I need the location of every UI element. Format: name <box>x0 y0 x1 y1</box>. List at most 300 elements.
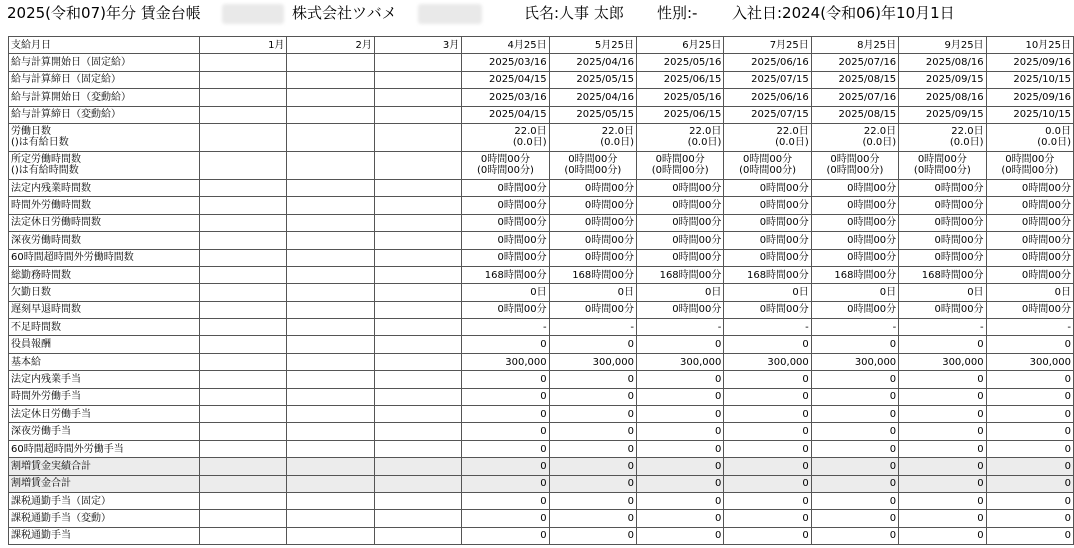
row-label: 不足時間数 <box>9 319 200 336</box>
row-label: 法定内残業手当 <box>9 371 200 388</box>
table-cell: 0 <box>637 406 724 423</box>
cell-value: 22.0日 <box>951 126 984 138</box>
table-row <box>9 371 1074 388</box>
table-cell: - <box>811 319 898 336</box>
table-cell <box>287 54 374 71</box>
table-cell <box>374 406 461 423</box>
table-cell: 0日 <box>811 284 898 301</box>
table-cell: 0 <box>637 510 724 527</box>
row-label: 課税通勤手当（固定） <box>9 492 200 509</box>
table-cell <box>287 475 374 492</box>
table-cell <box>637 151 724 179</box>
table-cell: 0時間00分 <box>899 214 986 231</box>
table-cell <box>374 475 461 492</box>
table-cell: 0時間00分 <box>462 301 549 318</box>
table-cell <box>637 123 724 151</box>
table-cell: 2025/07/16 <box>811 54 898 71</box>
table-cell: 0時間00分 <box>899 179 986 196</box>
table-row <box>9 353 1074 370</box>
table-cell <box>200 249 287 266</box>
table-cell <box>374 371 461 388</box>
table-cell: 0 <box>724 371 811 388</box>
table-row <box>9 406 1074 423</box>
company-name: 株式会社ツバメ <box>292 4 397 22</box>
row-label: 60時間超時間外労働手当 <box>9 440 200 457</box>
column-header-month: 9月25日 <box>899 37 986 54</box>
table-cell <box>287 197 374 214</box>
table-cell: 0時間00分 <box>724 214 811 231</box>
table-cell: 0 <box>899 371 986 388</box>
table-row <box>9 423 1074 440</box>
table-row <box>9 510 1074 527</box>
table-cell <box>200 54 287 71</box>
table-row <box>9 266 1074 283</box>
table-cell <box>287 353 374 370</box>
cell-subvalue: (0.0日) <box>1037 137 1071 149</box>
table-cell: 0 <box>637 458 724 475</box>
cell-subvalue: (0.0日) <box>687 137 722 149</box>
table-row <box>9 301 1074 318</box>
table-cell: 2025/05/15 <box>549 106 636 123</box>
table-cell: 0 <box>724 475 811 492</box>
wage-ledger-table <box>8 36 1074 545</box>
table-row <box>9 336 1074 353</box>
table-cell <box>287 71 374 88</box>
table-cell: 0時間00分 <box>899 232 986 249</box>
table-cell: 0 <box>811 510 898 527</box>
table-cell: 0 <box>549 336 636 353</box>
table-cell <box>287 284 374 301</box>
redacted-block <box>418 4 482 24</box>
table-cell: 0 <box>637 371 724 388</box>
table-cell: 0 <box>899 406 986 423</box>
table-cell: 0 <box>986 458 1073 475</box>
table-cell <box>200 151 287 179</box>
table-cell: 0 <box>986 423 1073 440</box>
table-cell: 0 <box>986 440 1073 457</box>
table-cell: 300,000 <box>462 353 549 370</box>
table-cell: 0時間00分 <box>549 214 636 231</box>
cell-subvalue: (0時間00分) <box>651 165 709 177</box>
table-cell <box>374 492 461 509</box>
table-cell: 0 <box>899 458 986 475</box>
table-cell <box>811 151 898 179</box>
table-cell: 0 <box>724 492 811 509</box>
row-label: 給与計算締日（固定給） <box>9 71 200 88</box>
table-cell: 0 <box>986 336 1073 353</box>
row-label: 課税通勤手当 <box>9 527 200 544</box>
row-label: 法定内残業時間数 <box>9 179 200 196</box>
table-cell <box>374 54 461 71</box>
table-cell: 0日 <box>899 284 986 301</box>
table-cell: 168時間00分 <box>637 266 724 283</box>
table-cell <box>287 249 374 266</box>
column-header-month: 7月25日 <box>724 37 811 54</box>
table-cell <box>200 423 287 440</box>
table-cell: 0 <box>724 527 811 544</box>
table-cell: 0時間00分 <box>549 197 636 214</box>
table-cell: 0時間00分 <box>811 232 898 249</box>
table-cell <box>200 179 287 196</box>
table-cell: 168時間00分 <box>462 266 549 283</box>
cell-subvalue: (0時間00分) <box>564 165 622 177</box>
table-cell: 0時間00分 <box>549 249 636 266</box>
table-cell: 0 <box>637 336 724 353</box>
table-cell: 0日 <box>986 284 1073 301</box>
table-row <box>9 388 1074 405</box>
row-label: 割増賃金合計 <box>9 475 200 492</box>
document-title: 2025(令和07)年分 賃金台帳 <box>7 4 201 22</box>
table-cell: 2025/08/15 <box>811 106 898 123</box>
table-cell: 0 <box>549 423 636 440</box>
table-cell <box>374 353 461 370</box>
table-cell <box>287 388 374 405</box>
table-cell: 2025/03/16 <box>462 89 549 106</box>
cell-value: 22.0日 <box>689 126 722 138</box>
table-cell <box>200 106 287 123</box>
row-label-note: ()は有給時間数 <box>11 165 79 177</box>
table-cell: 0 <box>811 406 898 423</box>
table-cell <box>200 527 287 544</box>
table-cell: 300,000 <box>811 353 898 370</box>
table-cell: 0時間00分 <box>637 214 724 231</box>
table-cell <box>374 89 461 106</box>
table-cell: 0時間00分 <box>637 232 724 249</box>
table-cell <box>200 510 287 527</box>
cell-subvalue: (0.0日) <box>862 137 897 149</box>
table-cell: 0時間00分 <box>637 197 724 214</box>
table-cell: 2025/04/15 <box>462 71 549 88</box>
table-row <box>9 492 1074 509</box>
table-cell <box>200 492 287 509</box>
table-cell: 0 <box>811 388 898 405</box>
table-row <box>9 197 1074 214</box>
table-cell: 2025/04/15 <box>462 106 549 123</box>
table-cell: 0 <box>462 371 549 388</box>
table-cell <box>549 123 636 151</box>
table-cell: 2025/06/16 <box>724 54 811 71</box>
table-cell: 0 <box>986 371 1073 388</box>
table-cell <box>899 123 986 151</box>
table-cell: 2025/08/15 <box>811 71 898 88</box>
table-row <box>9 123 1074 151</box>
table-cell: 0 <box>549 440 636 457</box>
table-cell: 0 <box>899 492 986 509</box>
table-cell: 2025/04/16 <box>549 89 636 106</box>
table-cell <box>287 458 374 475</box>
table-cell: 0 <box>549 475 636 492</box>
table-cell: 0 <box>462 440 549 457</box>
table-cell <box>200 284 287 301</box>
row-label: 基本給 <box>9 353 200 370</box>
table-cell: 0時間00分 <box>986 249 1073 266</box>
table-cell: 2025/06/16 <box>724 89 811 106</box>
table-cell: 0日 <box>637 284 724 301</box>
table-cell <box>287 406 374 423</box>
row-label: 時間外労働時間数 <box>9 197 200 214</box>
table-cell: 0 <box>637 388 724 405</box>
table-cell <box>200 458 287 475</box>
header-row <box>9 37 1074 54</box>
table-cell <box>200 388 287 405</box>
table-cell <box>287 266 374 283</box>
table-cell <box>200 406 287 423</box>
table-cell <box>374 284 461 301</box>
table-cell: 0 <box>637 527 724 544</box>
table-cell <box>374 301 461 318</box>
table-row <box>9 232 1074 249</box>
cell-value: 0時間00分 <box>830 154 880 166</box>
row-label: 遅刻早退時間数 <box>9 301 200 318</box>
table-cell: 2025/06/15 <box>637 71 724 88</box>
table-cell: 0 <box>637 440 724 457</box>
table-cell: 0 <box>462 475 549 492</box>
table-cell <box>287 179 374 196</box>
table-cell <box>374 249 461 266</box>
table-cell <box>374 123 461 151</box>
table-cell: 2025/06/15 <box>637 106 724 123</box>
table-cell: 0時間00分 <box>724 232 811 249</box>
column-header-month: 4月25日 <box>462 37 549 54</box>
table-cell: 0 <box>899 336 986 353</box>
cell-value: 0時間00分 <box>743 154 793 166</box>
cell-value: 22.0日 <box>776 126 809 138</box>
column-header-month: 8月25日 <box>811 37 898 54</box>
table-cell: 0 <box>462 510 549 527</box>
table-cell: 0 <box>899 388 986 405</box>
row-label: 総勤務時間数 <box>9 266 200 283</box>
table-cell: 0 <box>811 371 898 388</box>
table-cell: 0時間00分 <box>549 301 636 318</box>
table-cell <box>374 266 461 283</box>
table-cell <box>374 71 461 88</box>
table-cell: 168時間00分 <box>899 266 986 283</box>
row-label-main: 労働日数 <box>11 126 51 138</box>
table-cell: 0時間00分 <box>549 232 636 249</box>
table-row <box>9 54 1074 71</box>
table-cell: 0 <box>811 336 898 353</box>
table-cell: 0時間00分 <box>986 232 1073 249</box>
table-cell: 0時間00分 <box>724 301 811 318</box>
table-cell: 0日 <box>549 284 636 301</box>
table-cell <box>287 106 374 123</box>
row-label <box>9 151 200 179</box>
table-cell: 0 <box>986 388 1073 405</box>
table-cell <box>200 214 287 231</box>
table-cell <box>374 527 461 544</box>
table-row <box>9 249 1074 266</box>
table-cell: 0日 <box>724 284 811 301</box>
table-cell: 2025/04/16 <box>549 54 636 71</box>
row-label: 給与計算開始日（固定給） <box>9 54 200 71</box>
table-cell: 0 <box>724 336 811 353</box>
table-cell: - <box>549 319 636 336</box>
table-cell <box>287 319 374 336</box>
table-cell: 0 <box>462 406 549 423</box>
employee-name: 氏名:人事 太郎 <box>524 4 624 22</box>
table-cell: 0 <box>724 388 811 405</box>
table-cell: - <box>724 319 811 336</box>
table-cell: 0時間00分 <box>724 179 811 196</box>
table-row <box>9 71 1074 88</box>
table-cell <box>287 123 374 151</box>
redacted-block <box>222 4 284 24</box>
table-cell <box>200 475 287 492</box>
cell-value: 0時間00分 <box>655 154 705 166</box>
table-cell: 2025/10/15 <box>986 71 1073 88</box>
table-cell <box>374 151 461 179</box>
table-cell <box>374 106 461 123</box>
table-cell: 2025/07/15 <box>724 106 811 123</box>
table-cell: 0 <box>462 336 549 353</box>
table-cell <box>287 423 374 440</box>
table-cell: 0 <box>811 527 898 544</box>
row-label: 課税通勤手当（変動） <box>9 510 200 527</box>
cell-value: 0時間00分 <box>917 154 967 166</box>
row-label <box>9 123 200 151</box>
row-label: 深夜労働手当 <box>9 423 200 440</box>
table-cell <box>374 458 461 475</box>
table-cell: 0時間00分 <box>637 249 724 266</box>
table-cell: 300,000 <box>724 353 811 370</box>
gender-field: 性別:- <box>657 4 698 22</box>
table-cell: 0時間00分 <box>986 301 1073 318</box>
table-cell: 0時間00分 <box>899 197 986 214</box>
cell-subvalue: (0.0日) <box>512 137 547 149</box>
table-cell: 0時間00分 <box>462 179 549 196</box>
table-cell: 2025/03/16 <box>462 54 549 71</box>
table-cell <box>287 440 374 457</box>
table-cell: 0時間00分 <box>637 179 724 196</box>
table-cell <box>374 232 461 249</box>
table-cell <box>200 371 287 388</box>
table-cell: 0 <box>549 388 636 405</box>
table-cell: 0 <box>899 510 986 527</box>
table-cell: 0 <box>899 475 986 492</box>
row-label-note: ()は有給日数 <box>11 137 69 149</box>
table-cell <box>374 440 461 457</box>
table-cell: 300,000 <box>637 353 724 370</box>
table-cell: - <box>637 319 724 336</box>
table-cell: 0 <box>899 440 986 457</box>
table-cell <box>374 423 461 440</box>
table-cell <box>986 151 1073 179</box>
table-cell <box>200 440 287 457</box>
table-cell: 0 <box>899 423 986 440</box>
cell-value: 22.0日 <box>514 126 547 138</box>
table-cell <box>287 89 374 106</box>
table-cell: 0時間00分 <box>899 249 986 266</box>
cell-subvalue: (0.0日) <box>600 137 634 149</box>
table-cell: 0時間00分 <box>811 214 898 231</box>
column-header-month: 10月25日 <box>986 37 1073 54</box>
cell-value: 0.0日 <box>1045 126 1071 138</box>
table-cell: - <box>986 319 1073 336</box>
cell-value: 22.0日 <box>601 126 634 138</box>
hire-date: 入社日:2024(令和06)年10月1日 <box>732 4 955 22</box>
table-cell: 0 <box>549 527 636 544</box>
table-cell <box>374 336 461 353</box>
table-cell: 0 <box>811 440 898 457</box>
table-cell <box>287 232 374 249</box>
row-label: 給与計算開始日（変動給） <box>9 89 200 106</box>
table-row <box>9 151 1074 179</box>
table-cell: 0時間00分 <box>462 197 549 214</box>
table-cell <box>200 266 287 283</box>
cell-value: 22.0日 <box>863 126 897 138</box>
table-cell: 0 <box>549 510 636 527</box>
row-label: 深夜労働時間数 <box>9 232 200 249</box>
row-label: 60時間超時間外労働時間数 <box>9 249 200 266</box>
table-row <box>9 214 1074 231</box>
table-row <box>9 106 1074 123</box>
table-cell: 168時間00分 <box>549 266 636 283</box>
row-label-main: 所定労働時間数 <box>11 154 81 166</box>
table-cell: 0 <box>811 492 898 509</box>
row-label: 法定休日労働手当 <box>9 406 200 423</box>
table-cell: 0 <box>637 475 724 492</box>
table-cell: 0時間00分 <box>462 214 549 231</box>
table-cell: 0時間00分 <box>462 249 549 266</box>
table-cell: 0時間00分 <box>724 249 811 266</box>
table-cell: 2025/09/15 <box>899 71 986 88</box>
table-cell: - <box>462 319 549 336</box>
table-cell <box>724 151 811 179</box>
table-cell: 0 <box>811 475 898 492</box>
table-cell: 0時間00分 <box>986 214 1073 231</box>
table-cell <box>287 510 374 527</box>
table-cell: 0 <box>462 492 549 509</box>
table-cell: 0時間00分 <box>811 249 898 266</box>
table-cell: 0時間00分 <box>724 197 811 214</box>
cell-subvalue: (0.0日) <box>949 137 984 149</box>
row-label: 時間外労働手当 <box>9 388 200 405</box>
table-row <box>9 89 1074 106</box>
table-cell: 0 <box>986 510 1073 527</box>
column-header-month: 1月 <box>200 37 287 54</box>
table-cell: 2025/08/16 <box>899 54 986 71</box>
table-cell <box>200 319 287 336</box>
table-cell: 168時間00分 <box>724 266 811 283</box>
table-cell <box>287 336 374 353</box>
table-cell: 0 <box>986 492 1073 509</box>
table-row <box>9 458 1074 475</box>
table-cell: 0 <box>724 458 811 475</box>
table-cell: 0時間00分 <box>899 301 986 318</box>
table-cell: 0時間00分 <box>811 179 898 196</box>
table-row <box>9 475 1074 492</box>
table-cell: 168時間00分 <box>811 266 898 283</box>
table-cell: 0 <box>462 388 549 405</box>
table-cell: 0 <box>637 492 724 509</box>
table-cell <box>200 197 287 214</box>
table-row <box>9 284 1074 301</box>
table-cell: 2025/10/15 <box>986 106 1073 123</box>
table-cell: 0 <box>986 406 1073 423</box>
table-cell <box>287 527 374 544</box>
table-cell: 2025/05/16 <box>637 89 724 106</box>
table-cell: 0 <box>637 423 724 440</box>
table-cell: 0 <box>549 371 636 388</box>
table-cell <box>899 151 986 179</box>
table-cell: 2025/08/16 <box>899 89 986 106</box>
table-cell: 2025/07/16 <box>811 89 898 106</box>
table-cell <box>374 319 461 336</box>
table-cell: - <box>899 319 986 336</box>
table-cell: 0日 <box>462 284 549 301</box>
table-cell <box>200 123 287 151</box>
table-cell <box>287 214 374 231</box>
